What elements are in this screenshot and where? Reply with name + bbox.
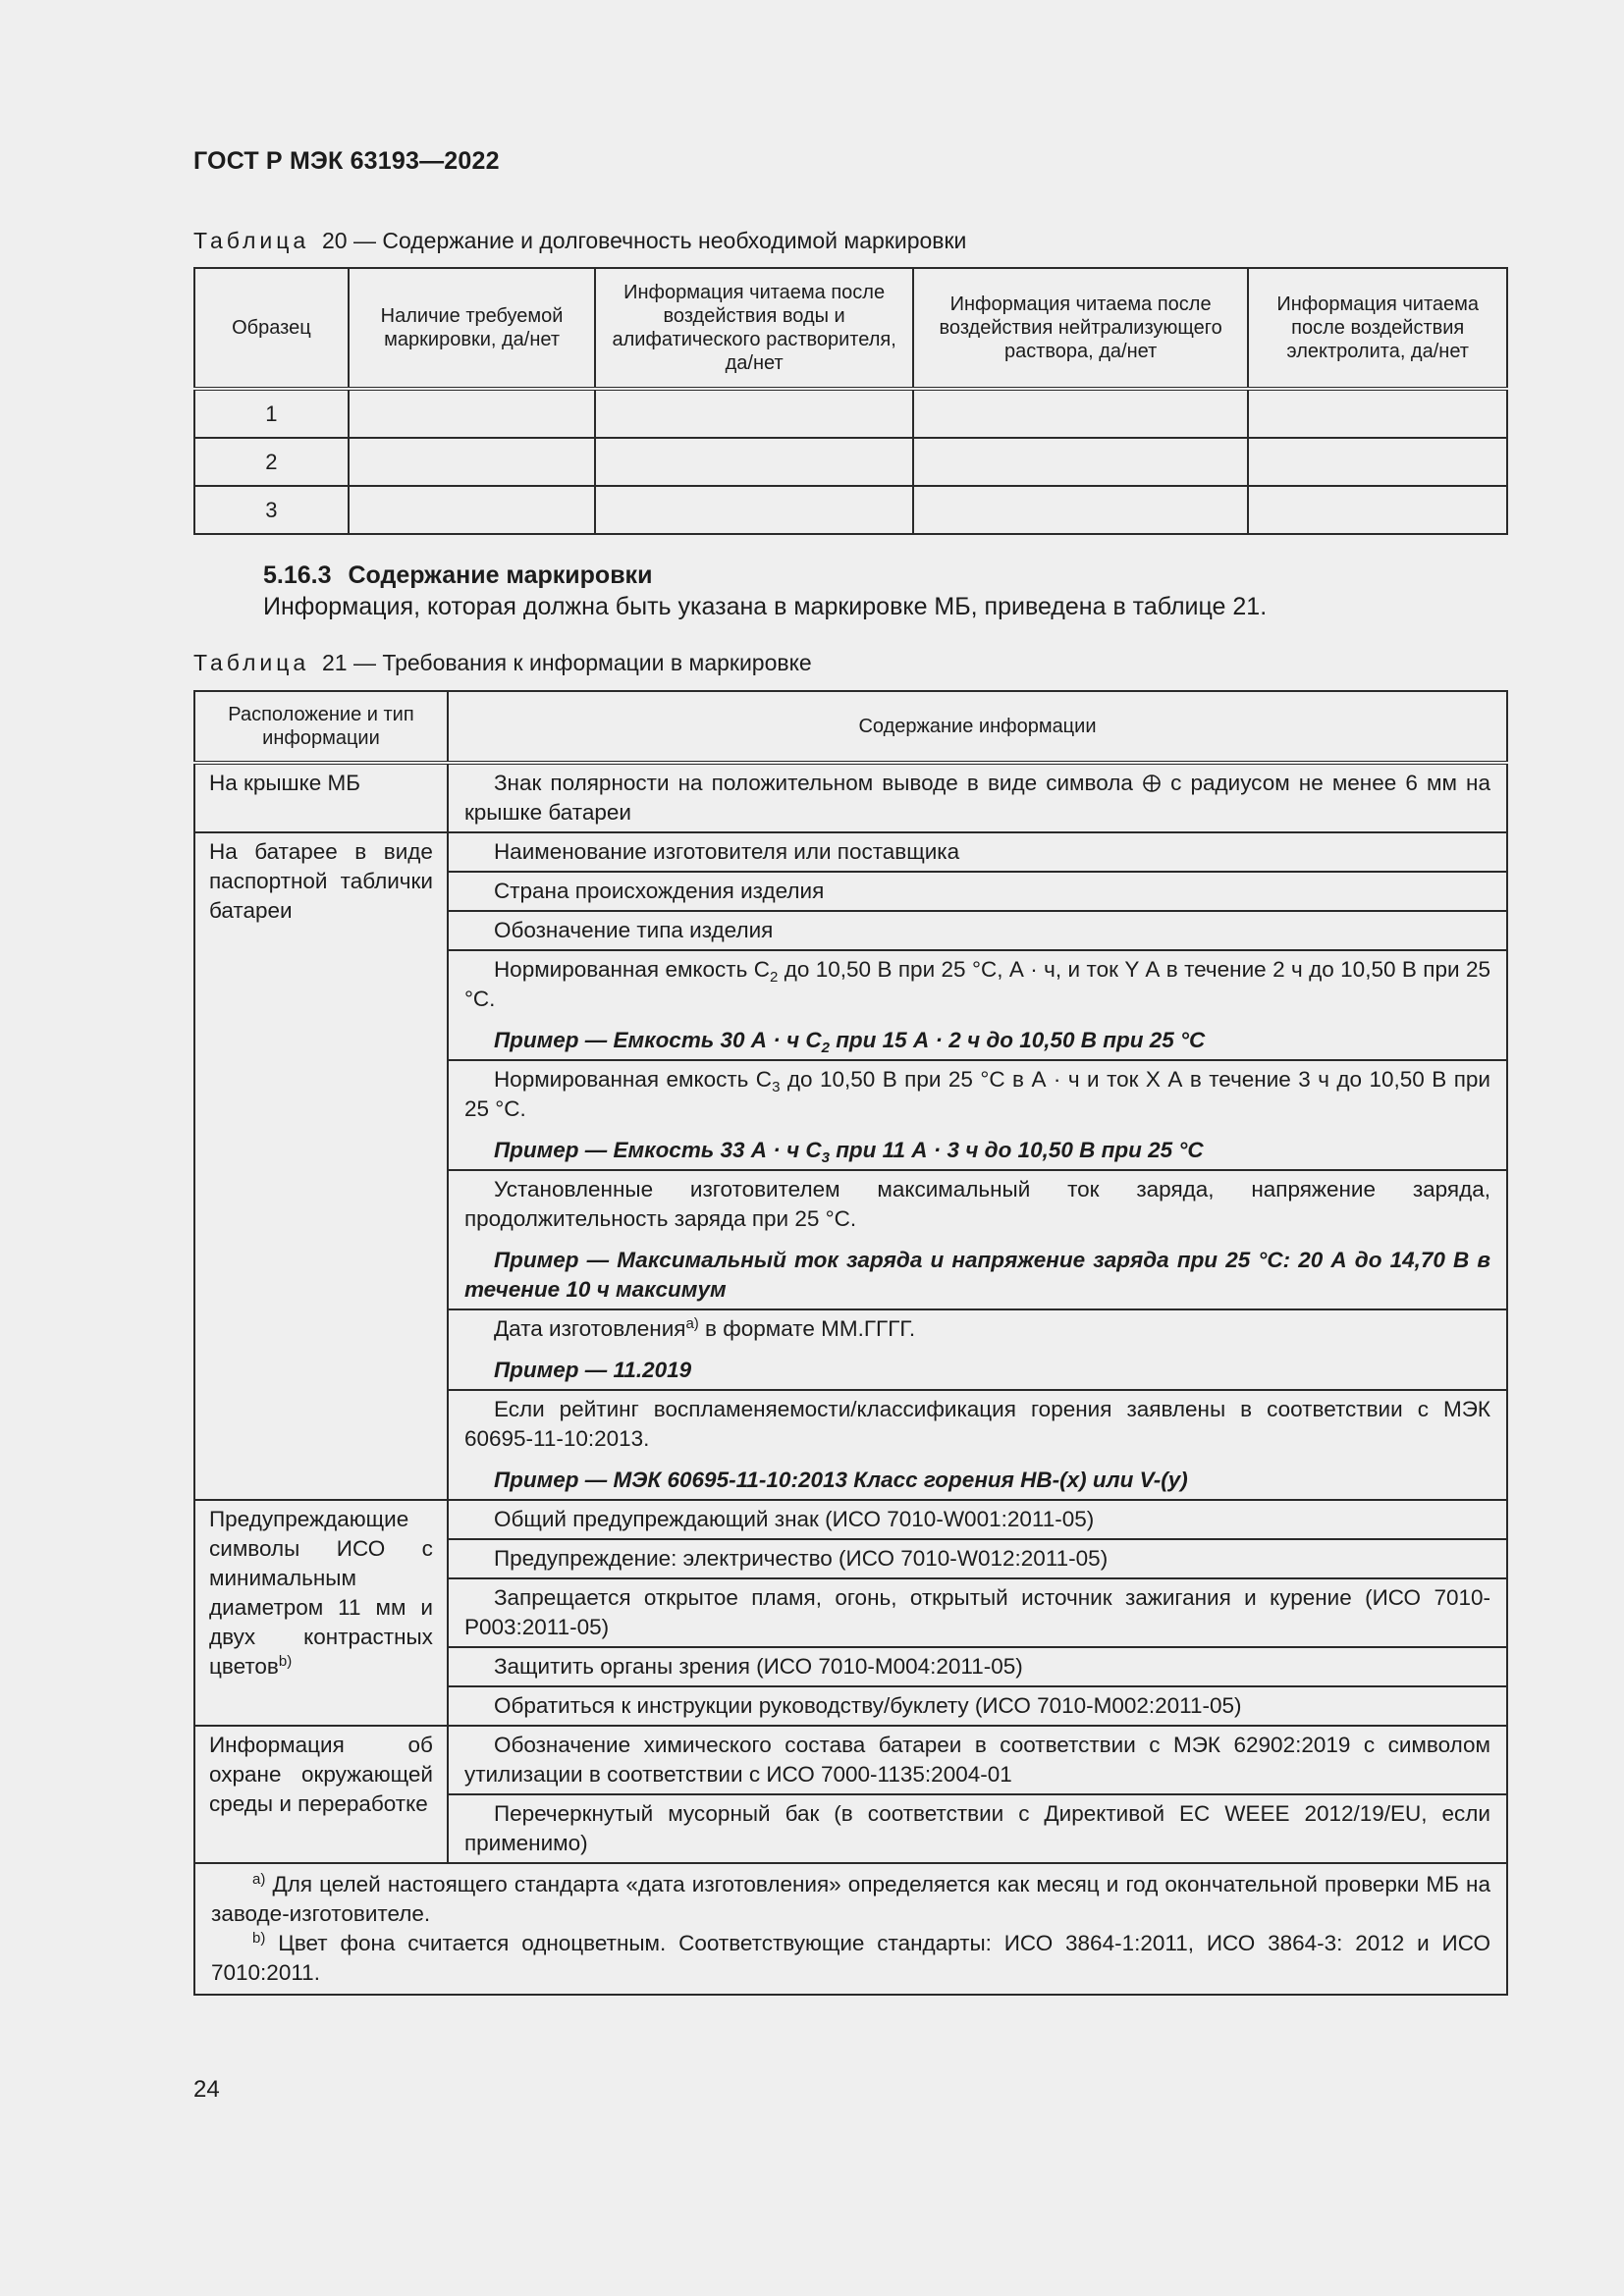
- content-cell: Перечеркнутый мусорный бак (в соответствии с Директивой ЕС WEEE 2012/19/EU, если применимо): [448, 1794, 1507, 1863]
- table21-col-content: Содержание информации: [448, 691, 1507, 763]
- example-text: Пример — Максимальный ток заряда и напряжение заряда при 25 °С: 20 А до 14,70 В в течение 10 ч максимум: [463, 1248, 1490, 1302]
- section-number: 5.16.3: [263, 561, 332, 589]
- table20-header-row: [194, 268, 1507, 389]
- location-cell: На батарее в виде паспортной таблички батареи: [194, 832, 448, 1500]
- content-cell: Обозначение типа изделия: [448, 911, 1507, 950]
- table20-sample-cell: 3: [194, 486, 349, 534]
- table-notes-row: [194, 1863, 1507, 1995]
- table20-col-sample: Образец: [194, 268, 349, 389]
- content-cell: Наименование изготовителя или поставщика: [448, 832, 1507, 872]
- content-cell: Защитить органы зрения (ИСО 7010-M004:2011-05): [448, 1647, 1507, 1686]
- table20-sample-cell: 1: [194, 389, 349, 438]
- content-cell: Знак полярности на положительном выводе в виде символа с радиусом не менее 6 мм на крышке батареи: [448, 763, 1507, 832]
- content-cell: Обозначение химического состава батареи в соответствии с МЭК 62902:2019 с символом утилизации в соответствии с ИСО 7000-1135:2004-01: [448, 1726, 1507, 1794]
- content-cell: Предупреждение: электричество (ИСО 7010-W012:2011-05): [448, 1539, 1507, 1578]
- standard-header: ГОСТ Р МЭК 63193—2022: [193, 147, 500, 175]
- polarity-plus-icon: [1142, 774, 1162, 793]
- location-cell: На крышке МБ: [194, 763, 448, 832]
- table20-col-electrolyte: Информация читаема после воздействия электролита, да/нет: [1248, 268, 1507, 389]
- content-cell: Нормированная емкость $C_3$ до 10,50 В при 25 °С в А · ч и ток X А в течение 3 ч до 10,50 В при 25 °С. Пример — Емкость 33 А · ч $C_3$ при 11 А · 3 ч до 10,50 В при 25 °C: [448, 1060, 1507, 1170]
- table-20: [193, 267, 1508, 535]
- table20-sample-cell: 2: [194, 438, 349, 486]
- content-cell: Общий предупреждающий знак (ИСО 7010-W001:2011-05): [448, 1500, 1507, 1539]
- content-cell: Страна происхождения изделия: [448, 872, 1507, 911]
- table21-caption-text: 21 — Требования к информации в маркировке: [321, 650, 812, 675]
- content-cell: Если рейтинг воспламеняемости/классификация горения заявлены в соответствии с МЭК 60695-11-10:2013. Пример — МЭК 60695-11-10:2013 Класс горения HB-(x) или V-(y): [448, 1390, 1507, 1500]
- table20-col-neutral: Информация читаема после воздействия нейтрализующего раствора, да/нет: [913, 268, 1249, 389]
- section-paragraph: Информация, которая должна быть указана в маркировке МБ, приведена в таблице 21.: [263, 593, 1268, 620]
- example-text: Пример — 11.2019: [493, 1358, 692, 1382]
- location-cell: Предупреждающие символы ИСО с минимальным диаметром 11 мм и двух контрастных цветов$^{b)}$: [194, 1500, 448, 1726]
- example-text: Пример — Емкость 33 А · ч $C_3$ при 11 А · 3 ч до 10,50 В при 25 °C: [493, 1138, 1204, 1166]
- table20-caption-text: 20 — Содержание и долговечность необходимой маркировки: [321, 228, 967, 253]
- section-heading: [263, 561, 652, 590]
- content-cell: Запрещается открытое пламя, огонь, открытый источник зажигания и курение (ИСО 7010-P003:2011-05): [448, 1578, 1507, 1647]
- table-21: [193, 690, 1508, 1996]
- table-row: [194, 832, 1507, 872]
- table-row: [194, 438, 1507, 486]
- table20-col-water: Информация читаема после воздействия воды и алифатического растворителя, да/нет: [595, 268, 913, 389]
- content-cell: Установленные изготовителем максимальный ток заряда, напряжение заряда, продолжительность заряда при 25 °С. Пример — Максимальный ток заряда и напряжение заряда при 25 °С: 20 А до 14,70 В в течение 10 ч максимум: [448, 1170, 1507, 1309]
- footnote-b: $^{b)}$ Цвет фона считается одноцветным. Соответствующие стандарты: ИСО 3864-1:2011, ИСО 3864-3: 2012 и ИСО 7010:2011.: [211, 1930, 1490, 1985]
- table21-caption-label: Таблица: [193, 650, 310, 675]
- content-cell: Дата изготовления$^{a)}$ в формате ММ.ГГГГ. Пример — 11.2019: [448, 1309, 1507, 1390]
- page-number: 24: [193, 2076, 220, 2103]
- table-row: [194, 486, 1507, 534]
- content-cell: Обратиться к инструкции руководству/буклету (ИСО 7010-M002:2011-05): [448, 1686, 1507, 1726]
- table-notes: [194, 1863, 1507, 1995]
- table-row: [194, 763, 1507, 832]
- section-title: Содержание маркировки: [348, 561, 653, 589]
- table-row: [194, 1726, 1507, 1794]
- table20-col-marking: Наличие требуемой маркировки, да/нет: [349, 268, 596, 389]
- table20-caption-label: Таблица: [193, 228, 310, 253]
- table21-header-row: [194, 691, 1507, 763]
- location-cell: Информация об охране окружающей среды и переработке: [194, 1726, 448, 1863]
- footnote-a: $^{a)}$ Для целей настоящего стандарта «дата изготовления» определяется как месяц и год окончательной проверки МБ на заводе-изготовителе.: [211, 1871, 1490, 1926]
- table21-col-location: Расположение и тип информации: [194, 691, 448, 763]
- table-row: [194, 389, 1507, 438]
- table21-caption: [193, 650, 812, 676]
- table-row: [194, 1500, 1507, 1539]
- example-text: Пример — Емкость 30 А · ч $C_2$ при 15 А · 2 ч до 10,50 В при 25 °C: [493, 1028, 1206, 1056]
- table20-caption: [193, 228, 966, 254]
- example-text: Пример — МЭК 60695-11-10:2013 Класс горения HB-(x) или V-(y): [493, 1468, 1188, 1492]
- content-cell: Нормированная емкость $C_2$ до 10,50 В при 25 °С, А · ч, и ток Y А в течение 2 ч до 10,50 В при 25 °С. Пример — Емкость 30 А · ч $C_2$ при 15 А · 2 ч до 10,50 В при 25 °C: [448, 950, 1507, 1060]
